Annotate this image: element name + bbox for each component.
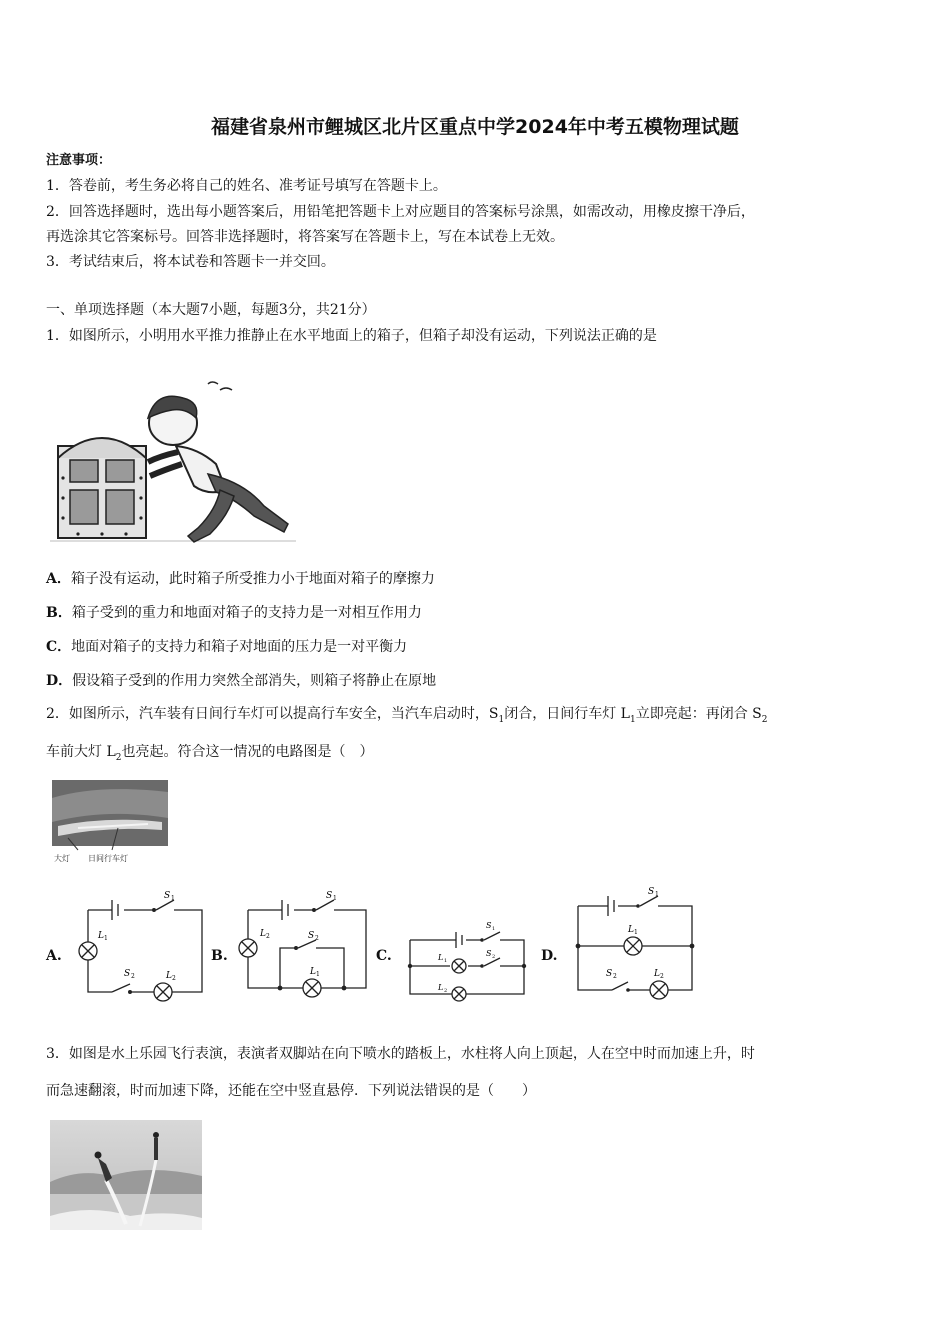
- lamp-label: L: [654, 969, 660, 979]
- photo-caption-left: 大灯: [54, 854, 70, 863]
- q2-stem-line1: [46, 705, 768, 729]
- q1-option-d-text: 假设箱子受到的作用力突然全部消失，则箱子将静止在原地: [72, 673, 437, 689]
- q2-option-c-label[interactable]: C.: [376, 948, 392, 964]
- q1-option-b[interactable]: [46, 602, 422, 622]
- switch-label: S: [648, 887, 655, 897]
- notice-item-2b: 再选涂其它答案标号。回答非选择题时，将答案写在答题卡上，写在本试卷上无效。: [46, 229, 564, 245]
- circuit-diagram-b: [234, 884, 372, 1008]
- lamp-label: L: [438, 953, 444, 962]
- subscript: 1: [655, 891, 659, 898]
- notice-item-1: 1．答卷前，考生务必将自己的姓名、准考证号填写在答题卡上。: [46, 178, 447, 194]
- q2-stem-line2: [46, 743, 373, 767]
- notice-item-3: 3．考试结束后，将本试卷和答题卡一并交回。: [46, 254, 335, 270]
- s2-subscript: 2: [761, 714, 768, 725]
- boy-pushing-box-illustration: [48, 378, 298, 546]
- photo-caption-right: 日间行车灯: [88, 854, 128, 863]
- q3-stem-line2: 而急速翻滚，时而加速下降，还能在空中竖直悬停．下列说法错误的是（ ）: [46, 1083, 536, 1099]
- subscript: 2: [492, 954, 496, 960]
- switch-label: S: [164, 891, 171, 901]
- q1-option-c-text: 地面对箱子的支持力和箱子对地面的压力是一对平衡力: [71, 639, 408, 655]
- q2-stem-part1: 2．如图所示，汽车装有日间行车灯可以提高行车安全，当汽车启动时，S: [46, 706, 499, 722]
- section-heading: 一、单项选择题（本大题7小题，每题3分，共21分）: [46, 302, 376, 318]
- subscript: 1: [492, 926, 496, 932]
- subscript: 2: [131, 973, 135, 980]
- q2-stem-part4: 车前大灯 L: [46, 744, 116, 760]
- q1-option-a-text: 箱子没有运动，此时箱子所受推力小于地面对箱子的摩擦力: [70, 571, 435, 587]
- subscript: 2: [613, 973, 617, 980]
- flyboard-performance-photo: [50, 1120, 202, 1230]
- lamp-label: L: [166, 971, 172, 981]
- l1-subscript: 1: [629, 714, 636, 725]
- q2-stem-part2: 闭合，日间行车灯 L: [504, 706, 630, 722]
- subscript: 1: [316, 971, 320, 978]
- car-headlight-photo: [48, 778, 172, 868]
- page-title: 福建省泉州市鲤城区北片区重点中学2024年中考五模物理试题: [211, 116, 739, 138]
- lamp-label: L: [98, 931, 104, 941]
- notice-heading: 注意事项：: [46, 153, 112, 168]
- switch-label: S: [486, 949, 492, 958]
- q2-stem-part5: 也亮起。符合这一情况的电路图是（ ）: [121, 744, 374, 760]
- lamp-label: L: [628, 925, 634, 935]
- subscript: 2: [266, 933, 270, 940]
- q2-option-a-label[interactable]: A.: [46, 948, 62, 964]
- q1-option-c-letter: C．: [46, 639, 72, 655]
- notice-item-2a: 2．回答选择题时，选出每小题答案后，用铅笔把答题卡上对应题目的答案标号涂黑，如需改动，用橡皮擦干净后，: [46, 204, 755, 220]
- subscript: 2: [172, 975, 176, 982]
- circuit-diagram-c: [402, 910, 532, 1006]
- subscript: 1: [634, 929, 638, 936]
- lamp-label: L: [310, 967, 316, 977]
- q1-option-d-letter: D．: [46, 673, 73, 689]
- subscript: 1: [444, 958, 448, 964]
- switch-label: S: [606, 969, 613, 979]
- subscript: 2: [315, 935, 319, 942]
- q1-option-a[interactable]: [46, 568, 435, 588]
- subscript: 2: [660, 973, 664, 980]
- q3-stem-line1: 3．如图是水上乐园飞行表演，表演者双脚站在向下喷水的踏板上，水柱将人向上顶起，人在空中时而加速上升，时: [46, 1046, 755, 1062]
- q1-option-d[interactable]: [46, 670, 436, 690]
- q2-option-b-label[interactable]: B.: [211, 948, 228, 964]
- q1-option-c[interactable]: [46, 636, 407, 656]
- subscript: 1: [104, 935, 108, 942]
- lamp-label: L: [260, 929, 266, 939]
- subscript: 1: [333, 895, 337, 902]
- subscript: 2: [444, 988, 448, 994]
- q2-option-d-label[interactable]: D.: [541, 948, 558, 964]
- switch-label: S: [124, 969, 131, 979]
- circuit-diagram-a: [70, 884, 208, 1008]
- switch-label: S: [486, 921, 492, 930]
- switch-label: S: [308, 931, 315, 941]
- s1-subscript: 1: [498, 714, 505, 725]
- switch-label: S: [326, 891, 333, 901]
- circuit-diagram-d: [568, 880, 700, 1008]
- lamp-label: L: [438, 983, 444, 992]
- q1-option-b-letter: B．: [46, 605, 72, 621]
- q1-stem: 1．如图所示，小明用水平推力推静止在水平地面上的箱子，但箱子却没有运动，下列说法正确的是: [46, 328, 657, 344]
- q2-stem-part3: 立即亮起：再闭合 S: [635, 706, 762, 722]
- q1-option-b-text: 箱子受到的重力和地面对箱子的支持力是一对相互作用力: [71, 605, 422, 621]
- q1-option-a-letter: A．: [46, 571, 71, 587]
- subscript: 1: [171, 895, 175, 902]
- l2-subscript: 2: [115, 752, 122, 763]
